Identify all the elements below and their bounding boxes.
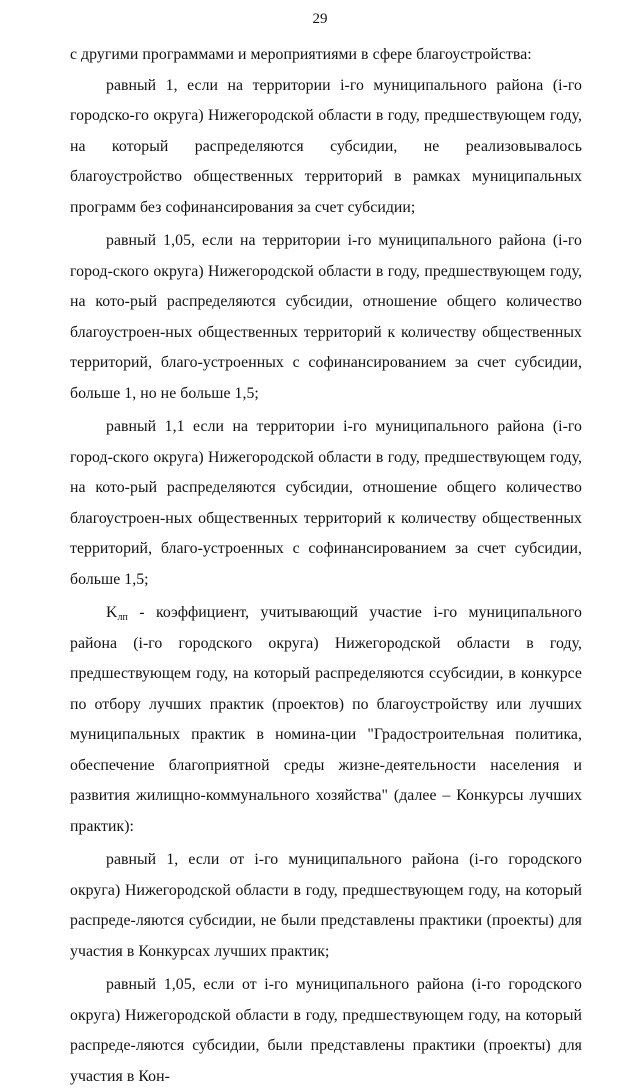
- paragraph-intro: с другими программами и мероприятиями в сфере благоустройства:: [70, 46, 532, 63]
- page-number: 29: [312, 11, 328, 27]
- paragraph-k-lp-definition: [70, 598, 582, 842]
- paragraph-k-lp-equal-1: равный 1, если от i-го муниципального района (i-го городского округа) Нижегородской области в году, предшествующем году, на который распреде-ляются субсидии, не были представлены практики (проекты) для участия в Конкурсах лучших практик;: [70, 851, 582, 960]
- paragraph-coefficient-1-1: равный 1,1 если на территории i-го муниципального района (i-го город-ского округа) Нижегородской области в году, предшествующем году, на кото-рый распределяются субсидии, отношение общего количество благоустроен-ных общественных территорий к количеству общественных территорий, благо-устроенных с софинансированием за счет субсидии, больше 1,5;: [70, 418, 582, 588]
- paragraph-k-lp-equal-1-05: равный 1,05, если от i-го муниципального района (i-го городского округа) Нижегородской области в году, предшествующем году, на который распреде-ляются субсидии, были представлены практики (проекты) для участия в Кон-: [70, 976, 582, 1085]
- k-lp-text: - коэффициент, учитывающий участие i-го муниципального района (i-го городского округа) Нижегородской области в году, предшествующем году, на который распределяются ссубсидии, в конкурсе по отбору лучших практик (проектов) по благоустройству или лучших муниципальных практик в номина-ции "Градостроительная политика, обеспечение благоприятной среды жизне-деятельности населения и развития жилищно-коммунального хозяйства" (далее – Конкурсы лучших практик):: [70, 604, 582, 835]
- paragraph-coefficient-1: равный 1, если на территории i-го муниципального района (i-го городско-го округа) Нижегородской области в году, предшествующем году, на который распределяются субсидии, не реализовывалось благоустройство общественных территорий в рамках муниципальных программ без софинансирования за счет субсидии;: [70, 76, 582, 216]
- paragraph-coefficient-1-05: равный 1,05, если на территории i-го муниципального района (i-го город-ского округа) Нижегородской области в году, предшествующем году, на кото-рый распределяются субсидии, отношение общего количество благоустроен-ных общественных территорий к количеству общественных территорий, благо-устроенных с софинансированием за счет субсидии, больше 1, но не больше 1,5;: [70, 232, 582, 402]
- document-body: [70, 40, 582, 1092]
- k-lp-symbol: $K_{лп}$: [106, 604, 128, 623]
